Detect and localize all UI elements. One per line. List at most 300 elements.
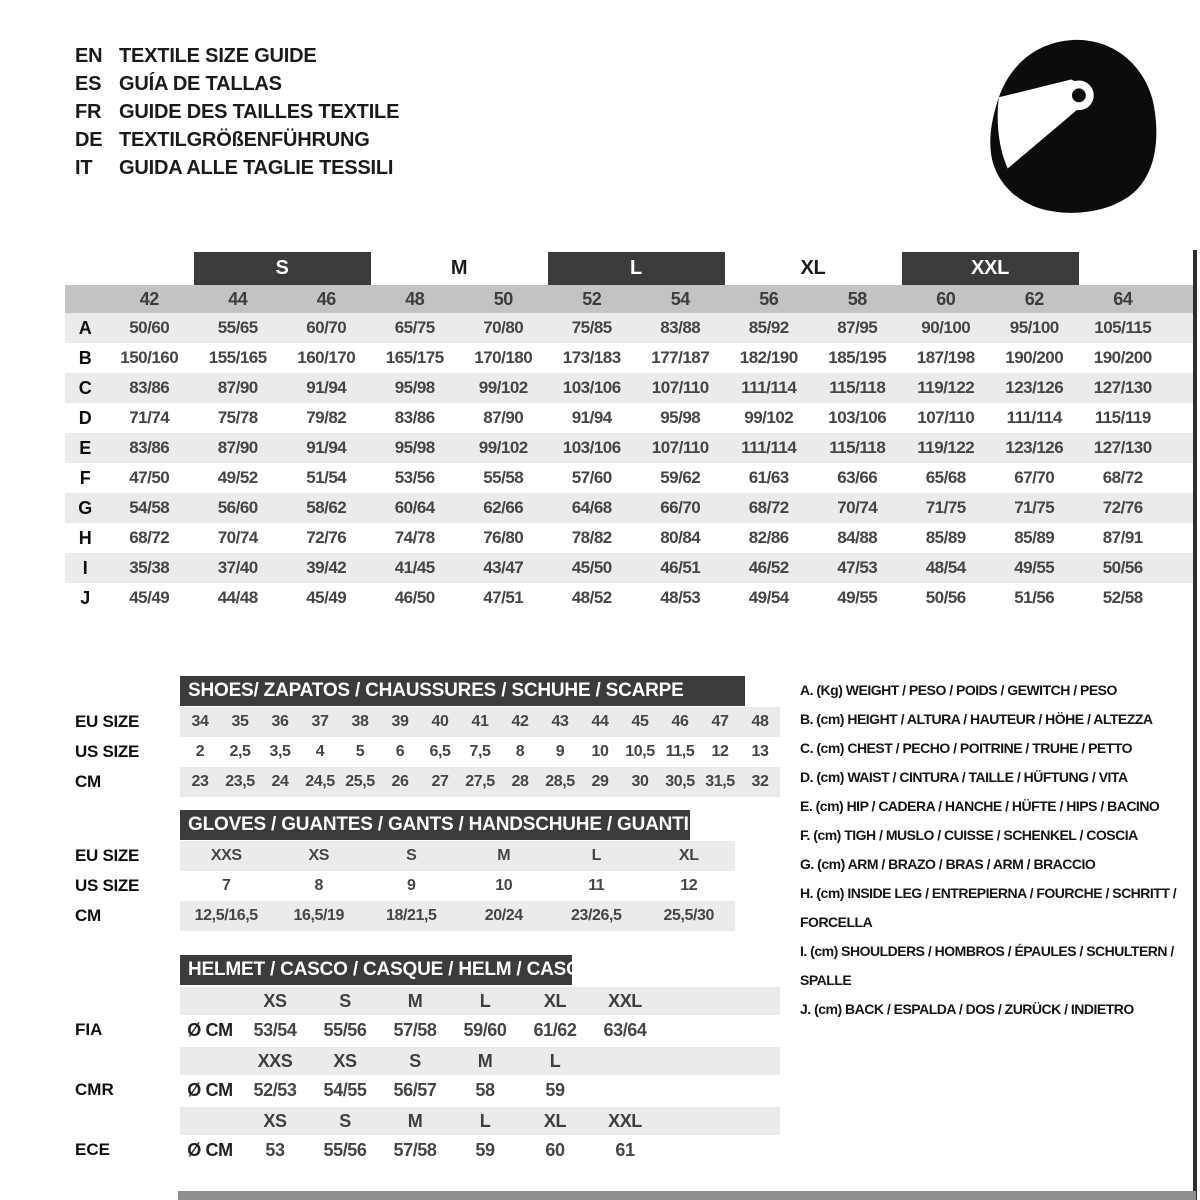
size-value-cell: 105/115 (1094, 318, 1152, 337)
size-number: 44 (228, 288, 248, 309)
size-number: 48 (405, 288, 425, 309)
size-group: L (548, 252, 725, 285)
size-value-cell: 107/110 (651, 378, 709, 397)
size-value-cell: 50/56 (925, 588, 966, 607)
size-value-cell: 111/114 (741, 378, 797, 397)
size-value-cell: 170/180 (474, 348, 533, 367)
helmet-size-value: 61 (615, 1139, 635, 1160)
size-value-cell: 71/74 (129, 408, 170, 427)
gloves-us-size-label: US SIZE (75, 876, 140, 895)
size-value-cell: 75/85 (571, 318, 612, 337)
size-value-cell: 95/98 (394, 438, 435, 457)
helmet-size-value: 53/54 (253, 1019, 297, 1040)
size-value-cell: 68/72 (129, 528, 170, 547)
shoe-us-size: 11,5 (665, 743, 695, 760)
legend-item: B. (cm) HEIGHT / ALTURA / HAUTEUR / HÖHE / ALTEZZA (800, 711, 1153, 727)
helmet-standard-name: CMR (75, 1080, 114, 1099)
helmet-section-bar: HELMET / CASCO / CASQUE / HELM / CASCO (180, 955, 572, 985)
shoe-eu-size: 48 (751, 713, 769, 730)
size-value-cell: 37/40 (217, 558, 258, 577)
size-value-cell: 127/130 (1093, 438, 1152, 457)
helmet-standard-block (75, 1047, 780, 1105)
shoe-eu-size: 41 (471, 713, 489, 730)
language-title: TEXTILE SIZE GUIDE (119, 45, 317, 67)
size-value-cell: 91/94 (306, 378, 347, 397)
size-value-cell: 53/56 (394, 468, 435, 487)
size-value-cell: 43/47 (483, 558, 524, 577)
size-table-row (65, 583, 1195, 613)
size-value-cell: 48/54 (925, 558, 966, 577)
shoe-cm-size: 23 (191, 773, 209, 790)
size-value-cell: 70/80 (483, 318, 524, 337)
helmet-size-value: 52/53 (253, 1079, 297, 1100)
size-value-cell: 71/75 (1014, 498, 1055, 517)
size-value-cell: 123/126 (1005, 438, 1064, 457)
legend-item: F. (cm) TIGH / MUSLO / CUISSE / SCHENKEL / COSCIA (800, 827, 1138, 843)
shoe-eu-size: 35 (231, 713, 249, 730)
glove-cm-size: 20/24 (484, 907, 523, 924)
helmet-size-label: M (407, 990, 423, 1011)
shoe-cm-size: 27,5 (465, 773, 495, 790)
size-value-cell: 52/58 (1102, 588, 1143, 607)
measure-letter: F (79, 467, 91, 488)
helmet-size-value: 53 (265, 1139, 285, 1160)
measure-letter: C (78, 377, 92, 398)
shoe-cm-size: 23,5 (225, 773, 255, 790)
legend-item: A. (Kg) WEIGHT / PESO / POIDS / GEWITCH / PESO (800, 682, 1117, 698)
gloves-eu-size-label: EU SIZE (75, 846, 140, 865)
measure-letter: G (78, 497, 92, 518)
glove-cm-size: 25,5/30 (663, 907, 715, 924)
size-value-cell: 115/119 (1094, 408, 1151, 427)
size-value-cell: 173/183 (562, 348, 621, 367)
size-value-cell: 54/58 (129, 498, 170, 517)
language-row (75, 98, 399, 126)
size-value-cell: 72/76 (306, 528, 347, 547)
size-value-cell: 47/53 (837, 558, 878, 577)
shoe-us-size: 9 (555, 743, 565, 760)
size-value-cell: 63/66 (837, 468, 878, 487)
size-table-row (65, 313, 1195, 343)
helmet-size-value: 57/58 (393, 1139, 437, 1160)
size-value-cell: 155/165 (208, 348, 267, 367)
helmet-size-label: L (479, 990, 491, 1011)
size-value-cell: 44/48 (217, 588, 258, 607)
helmet-size-value: 55/56 (323, 1139, 367, 1160)
glove-us-size: 9 (407, 877, 416, 894)
legend-item: G. (cm) ARM / BRAZO / BRAS / ARM / BRACCIO (800, 856, 1096, 872)
helmet-size-value: 59/60 (463, 1019, 507, 1040)
size-value-cell: 82/86 (748, 528, 789, 547)
size-number: 56 (759, 288, 779, 309)
glove-cm-size: 18/21,5 (385, 907, 437, 924)
size-value-cell: 70/74 (837, 498, 878, 517)
size-number-band (65, 285, 1195, 313)
helmet-standard-name: FIA (75, 1020, 103, 1039)
size-value-cell: 115/118 (829, 438, 886, 457)
shoe-eu-size: 37 (311, 713, 329, 730)
shoe-eu-size: 39 (391, 713, 409, 730)
language-code: ES (75, 73, 102, 95)
gloves-table (180, 841, 735, 931)
shoe-eu-size: 43 (551, 713, 569, 730)
shoe-cm-size: 27 (431, 773, 449, 790)
size-value-cell: 47/51 (483, 588, 524, 607)
size-group: M (450, 257, 468, 279)
shoe-cm-size: 24 (271, 773, 289, 790)
size-number: 60 (936, 288, 956, 309)
size-value-cell: 57/60 (571, 468, 612, 487)
size-value-cell: 103/106 (562, 378, 621, 397)
size-value-cell: 47/50 (129, 468, 170, 487)
helmet-size-value: 56/57 (393, 1079, 437, 1100)
glove-eu-size: L (591, 847, 601, 864)
shoe-us-size: 10,5 (625, 743, 655, 760)
language-code: EN (75, 45, 103, 67)
size-number: 42 (139, 288, 159, 309)
measure-letter: A (78, 317, 92, 338)
shoe-eu-size: 47 (711, 713, 729, 730)
legend-item: I. (cm) SHOULDERS / HOMBROS / ÉPAULES / SCHULTERN / SPALLE (800, 943, 1174, 988)
shoe-us-size: 6,5 (429, 743, 451, 760)
size-group-row (65, 252, 1195, 285)
size-number: 64 (1113, 288, 1133, 309)
helmet-sizes-row (180, 1047, 780, 1075)
size-value-cell: 49/54 (748, 588, 789, 607)
helmet-unit: Ø CM (187, 1079, 233, 1100)
size-value-cell: 95/98 (394, 378, 435, 397)
gloves-eu-row (180, 841, 735, 871)
page-right-edge-line (1193, 250, 1197, 1200)
glove-us-size: 11 (588, 877, 605, 894)
shoe-cm-size: 28,5 (545, 773, 575, 790)
shoes-cm-row (180, 767, 780, 797)
size-value-cell: 55/65 (217, 318, 258, 337)
helmet-size-label: XS (263, 990, 287, 1011)
size-number: 46 (316, 288, 336, 309)
shoe-us-size: 3,5 (269, 743, 291, 760)
helmet-values-row (180, 1015, 780, 1045)
size-value-cell: 99/102 (478, 378, 528, 397)
size-value-cell: 61/63 (748, 468, 789, 487)
language-code: DE (75, 129, 103, 151)
size-value-cell: 111/114 (741, 438, 797, 457)
gloves-us-row (180, 871, 735, 901)
size-value-cell: 150/160 (120, 348, 179, 367)
size-value-cell: 85/92 (748, 318, 789, 337)
language-title: GUIDA ALLE TAGLIE TESSILI (119, 157, 394, 179)
size-value-cell: 83/86 (129, 378, 170, 397)
helmet-size-label: XXS (257, 1050, 293, 1071)
size-value-cell: 46/51 (660, 558, 701, 577)
helmet-sizes-row (180, 1107, 780, 1135)
size-group: XXL (902, 252, 1079, 285)
size-value-cell: 115/118 (829, 378, 886, 397)
helmet-unit: Ø CM (187, 1019, 233, 1040)
helmet-size-label: XS (333, 1050, 357, 1071)
legend-item: D. (cm) WAIST / CINTURA / TAILLE / HÜFTUNG / VITA (800, 769, 1128, 785)
size-value-cell: 187/198 (916, 348, 975, 367)
size-value-cell: 185/195 (828, 348, 887, 367)
size-number: 50 (493, 288, 513, 309)
size-value-cell: 95/100 (1009, 318, 1059, 337)
size-table-row (65, 463, 1195, 493)
shoe-eu-size: 44 (591, 713, 609, 730)
size-value-cell: 99/102 (478, 438, 528, 457)
size-value-cell: 48/52 (571, 588, 612, 607)
helmet-size-label: L (479, 1110, 491, 1131)
size-value-cell: 66/70 (660, 498, 701, 517)
size-value-cell: 41/45 (394, 558, 435, 577)
size-value-cell: 46/52 (748, 558, 789, 577)
helmet-size-label: XXL (608, 990, 642, 1011)
helmet-standard-name: ECE (75, 1140, 110, 1159)
size-value-cell: 70/74 (217, 528, 258, 547)
helmet-size-value: 55/56 (323, 1019, 367, 1040)
size-table-row (65, 373, 1195, 403)
glove-us-size: 12 (680, 877, 698, 894)
helmet-size-value: 61/62 (533, 1019, 577, 1040)
measurement-legend (800, 676, 1196, 1024)
helmet-standard-block (75, 987, 780, 1045)
size-value-cell: 64/68 (571, 498, 612, 517)
glove-cm-size: 12,5/16,5 (194, 907, 258, 924)
size-value-cell: 84/88 (837, 528, 878, 547)
measure-letter: D (78, 407, 92, 428)
helmet-size-label: S (339, 1110, 351, 1131)
size-value-cell: 59/62 (660, 468, 701, 487)
size-value-cell: 99/102 (744, 408, 794, 427)
language-row (75, 154, 399, 182)
language-title: GUIDE DES TAILLES TEXTILE (119, 101, 400, 123)
language-title: GUÍA DE TALLAS (119, 73, 282, 95)
size-value-cell: 50/60 (129, 318, 170, 337)
shoe-eu-size: 46 (671, 713, 689, 730)
legend-item: H. (cm) INSIDE LEG / ENTREPIERNA / FOURCHE / SCHRITT / FORCELLA (800, 885, 1177, 930)
helmet-size-label: L (549, 1050, 561, 1071)
shoe-cm-size: 28 (511, 773, 529, 790)
size-group: S (194, 252, 371, 285)
shoes-table (180, 707, 780, 797)
size-value-cell: 91/94 (306, 438, 347, 457)
helmet-size-value: 58 (475, 1079, 495, 1100)
glove-eu-size: XXS (210, 847, 242, 864)
helmet-size-label: M (407, 1110, 423, 1131)
helmet-size-value: 60 (545, 1139, 565, 1160)
shoe-eu-size: 45 (631, 713, 649, 730)
glove-eu-size: XL (678, 847, 699, 864)
size-table-rows (65, 313, 1195, 613)
language-row (75, 42, 399, 70)
language-title: TEXTILGRÖßENFÜHRUNG (119, 129, 370, 151)
shoe-cm-size: 32 (751, 773, 769, 790)
size-table-row (65, 403, 1195, 433)
shoes-us-size-label: US SIZE (75, 742, 140, 761)
size-value-cell: 39/42 (306, 558, 347, 577)
language-code: FR (75, 101, 102, 123)
size-value-cell: 72/76 (1102, 498, 1143, 517)
size-value-cell: 56/60 (217, 498, 258, 517)
glove-us-size: 7 (222, 877, 231, 894)
size-value-cell: 58/62 (306, 498, 347, 517)
size-value-cell: 67/70 (1014, 468, 1055, 487)
racing-helmet-icon (975, 36, 1165, 214)
glove-eu-size: M (497, 847, 511, 864)
size-value-cell: 68/72 (1102, 468, 1143, 487)
size-table-row (65, 433, 1195, 463)
size-value-cell: 177/187 (651, 348, 710, 367)
shoe-cm-size: 29 (591, 773, 609, 790)
measure-letter: B (78, 347, 92, 368)
shoe-us-size: 13 (751, 743, 769, 760)
shoe-cm-size: 26 (391, 773, 409, 790)
helmet-size-value: 54/55 (323, 1079, 367, 1100)
shoe-us-size: 10 (591, 743, 609, 760)
size-value-cell: 107/110 (917, 408, 975, 427)
size-value-cell: 190/200 (1005, 348, 1064, 367)
size-value-cell: 87/90 (217, 438, 258, 457)
glove-eu-size: S (406, 847, 417, 864)
gloves-cm-row (180, 901, 735, 931)
shoe-cm-size: 30 (631, 773, 649, 790)
size-value-cell: 50/56 (1102, 558, 1143, 577)
shoe-us-size: 7,5 (469, 743, 491, 760)
size-value-cell: 127/130 (1093, 378, 1152, 397)
glove-us-size: 8 (314, 877, 323, 894)
legend-item: C. (cm) CHEST / PECHO / POITRINE / TRUHE / PETTO (800, 740, 1133, 756)
helmet-size-label: XXL (608, 1110, 642, 1131)
shoes-section-bar: SHOES/ ZAPATOS / CHAUSSURES / SCHUHE / SCARPE (180, 676, 745, 706)
size-value-cell: 49/52 (217, 468, 258, 487)
size-value-cell: 85/89 (1014, 528, 1055, 547)
size-value-cell: 90/100 (921, 318, 971, 337)
size-value-cell: 119/122 (917, 378, 975, 397)
textile-size-table (65, 252, 1195, 613)
size-table-row (65, 343, 1195, 373)
shoes-eu-size-label: EU SIZE (75, 712, 140, 731)
gloves-cm-label: CM (75, 906, 101, 925)
shoe-eu-size: 34 (191, 713, 209, 730)
shoe-us-size: 6 (395, 743, 405, 760)
size-value-cell: 123/126 (1005, 378, 1064, 397)
language-code: IT (75, 157, 93, 179)
size-value-cell: 45/49 (129, 588, 170, 607)
size-value-cell: 83/86 (394, 408, 435, 427)
shoes-us-row (180, 737, 780, 767)
cutoff-bottom-bar (178, 1191, 1196, 1200)
size-value-cell: 95/98 (660, 408, 701, 427)
size-value-cell: 49/55 (837, 588, 878, 607)
size-value-cell: 65/75 (394, 318, 435, 337)
shoe-eu-size: 42 (511, 713, 529, 730)
shoe-us-size: 5 (355, 743, 365, 760)
helmet-unit: Ø CM (187, 1139, 233, 1160)
size-value-cell: 103/106 (828, 408, 887, 427)
size-number: 58 (847, 288, 867, 309)
size-value-cell: 68/72 (748, 498, 789, 517)
shoe-us-size: 2,5 (229, 743, 251, 760)
size-value-cell: 91/94 (571, 408, 612, 427)
helmet-size-value: 63/64 (603, 1019, 647, 1040)
helmet-size-label: XL (543, 990, 567, 1011)
size-table-row (65, 553, 1195, 583)
shoe-us-size: 12 (711, 743, 729, 760)
shoe-us-size: 4 (315, 743, 325, 760)
size-value-cell: 87/90 (483, 408, 524, 427)
helmet-size-label: S (409, 1050, 421, 1071)
shoe-cm-size: 24,5 (305, 773, 335, 790)
size-table-row (65, 523, 1195, 553)
size-value-cell: 49/55 (1014, 558, 1055, 577)
size-value-cell: 51/54 (306, 468, 347, 487)
shoe-us-size: 2 (195, 743, 205, 760)
language-row (75, 126, 399, 154)
helmet-values-row (180, 1075, 780, 1105)
glove-cm-size: 16,5/19 (293, 907, 345, 924)
glove-us-size: 10 (495, 877, 513, 894)
shoe-eu-size: 36 (271, 713, 289, 730)
size-value-cell: 190/200 (1093, 348, 1152, 367)
size-value-cell: 83/88 (660, 318, 701, 337)
size-value-cell: 71/75 (925, 498, 966, 517)
glove-cm-size: 23/26,5 (570, 907, 622, 924)
size-value-cell: 48/53 (660, 588, 701, 607)
helmet-size-label: S (339, 990, 351, 1011)
measure-letter: J (80, 587, 90, 608)
measure-letter: E (79, 437, 91, 458)
size-value-cell: 103/106 (562, 438, 621, 457)
helmet-size-label: M (477, 1050, 493, 1071)
size-value-cell: 45/49 (306, 588, 347, 607)
legend-item: J. (cm) BACK / ESPALDA / DOS / ZURÜCK / INDIETRO (800, 1001, 1134, 1017)
size-value-cell: 182/190 (739, 348, 798, 367)
size-value-cell: 83/86 (129, 438, 170, 457)
size-value-cell: 87/90 (217, 378, 258, 397)
shoe-cm-size: 31,5 (705, 773, 735, 790)
size-value-cell: 62/66 (483, 498, 524, 517)
language-title-block (75, 42, 399, 182)
size-value-cell: 79/82 (306, 408, 347, 427)
helmet-size-value: 59 (475, 1139, 495, 1160)
shoe-us-size: 8 (515, 743, 525, 760)
gloves-section-bar: GLOVES / GUANTES / GANTS / HANDSCHUHE / GUANTI (180, 810, 690, 840)
shoes-eu-row (180, 707, 780, 737)
shoes-cm-label: CM (75, 772, 101, 791)
size-value-cell: 107/110 (651, 438, 709, 457)
shoe-eu-size: 38 (351, 713, 369, 730)
size-number: 62 (1024, 288, 1044, 309)
helmet-size-value: 59 (545, 1079, 565, 1100)
helmet-table (75, 987, 780, 1167)
size-value-cell: 46/50 (394, 588, 435, 607)
size-value-cell: 75/78 (217, 408, 258, 427)
size-value-cell: 160/170 (297, 348, 356, 367)
size-group: XL (800, 257, 826, 279)
size-value-cell: 165/175 (385, 348, 444, 367)
size-value-cell: 111/114 (1006, 408, 1062, 427)
size-value-cell: 35/38 (129, 558, 170, 577)
size-value-cell: 78/82 (571, 528, 612, 547)
measure-letter: I (82, 557, 88, 578)
size-value-cell: 87/95 (837, 318, 878, 337)
language-row (75, 70, 399, 98)
size-value-cell: 85/89 (925, 528, 966, 547)
size-number: 54 (670, 288, 690, 309)
size-value-cell: 60/64 (394, 498, 435, 517)
size-value-cell: 45/50 (571, 558, 612, 577)
helmet-size-label: XS (263, 1110, 287, 1131)
shoe-eu-size: 40 (431, 713, 449, 730)
